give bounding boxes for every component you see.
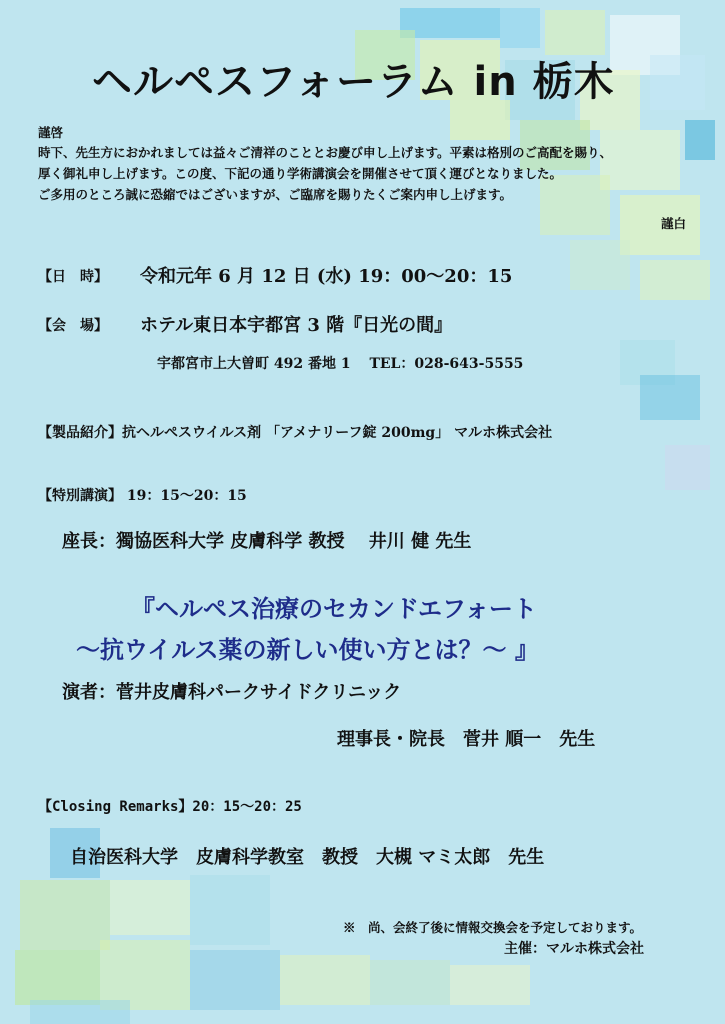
- footer-note: ※ 尚、会終了後に情報交換会を予定しております。: [343, 920, 643, 935]
- speaker-name: 理事長・院長 菅井 順一 先生: [337, 729, 596, 750]
- chairperson: 座長：獨協医科大学 皮膚科学 教授 井川 健 先生: [62, 531, 472, 552]
- venue-address: 宇都宮市上大曽町 492 番地 1 TEL：028-643-5555: [157, 356, 524, 372]
- greeting-closing: 謹白: [661, 216, 687, 231]
- datetime-label: 【日 時】: [38, 269, 108, 285]
- product-intro: 【製品紹介】抗ヘルペスウイルス剤 「アメナリーフ錠 200mg」 マルホ株式会社: [38, 425, 553, 441]
- page-title: ヘルペスフォーラム in 栃木: [92, 59, 615, 105]
- special-lecture-label: 【特別講演】 19：15～20：15: [38, 488, 247, 504]
- greeting-line-1: 時下、先生方におかれましては益々ご清祥のこととお慶び申し上げます。平素は格別のご高配を賜り、: [38, 145, 613, 160]
- closing-remarks-label: 【Closing Remarks】20：15～20：25: [38, 799, 302, 815]
- greeting-opening: 謹啓: [38, 125, 64, 140]
- closing-remarks-speaker: 自治医科大学 皮膚科学教室 教授 大槻 マミ太郎 先生: [70, 847, 545, 868]
- host-organizer: 主催：マルホ株式会社: [504, 941, 644, 957]
- lecture-title-line-1: 『ヘルペス治療のセカンドエフォート: [131, 594, 537, 623]
- greeting-line-2: 厚く御礼申し上げます。この度、下記の通り学術講演会を開催させて頂く運びとなりました。: [38, 166, 563, 181]
- greeting-line-3: ご多用のところ誠に恐縮ではございますが、ご臨席を賜りたくご案内申し上げます。: [38, 187, 513, 202]
- venue-label: 【会 場】: [38, 318, 108, 334]
- speaker-affiliation: 演者：菅井皮膚科パークサイドクリニック: [62, 682, 402, 703]
- datetime-value: 令和元年 6 月 12 日 (水) 19：00～20：15: [140, 266, 513, 287]
- lecture-title-line-2: ～抗ウイルス薬の新しい使い方とは？～ 』: [76, 635, 539, 664]
- venue-value: ホテル東日本宇都宮 3 階『日光の間』: [140, 315, 453, 336]
